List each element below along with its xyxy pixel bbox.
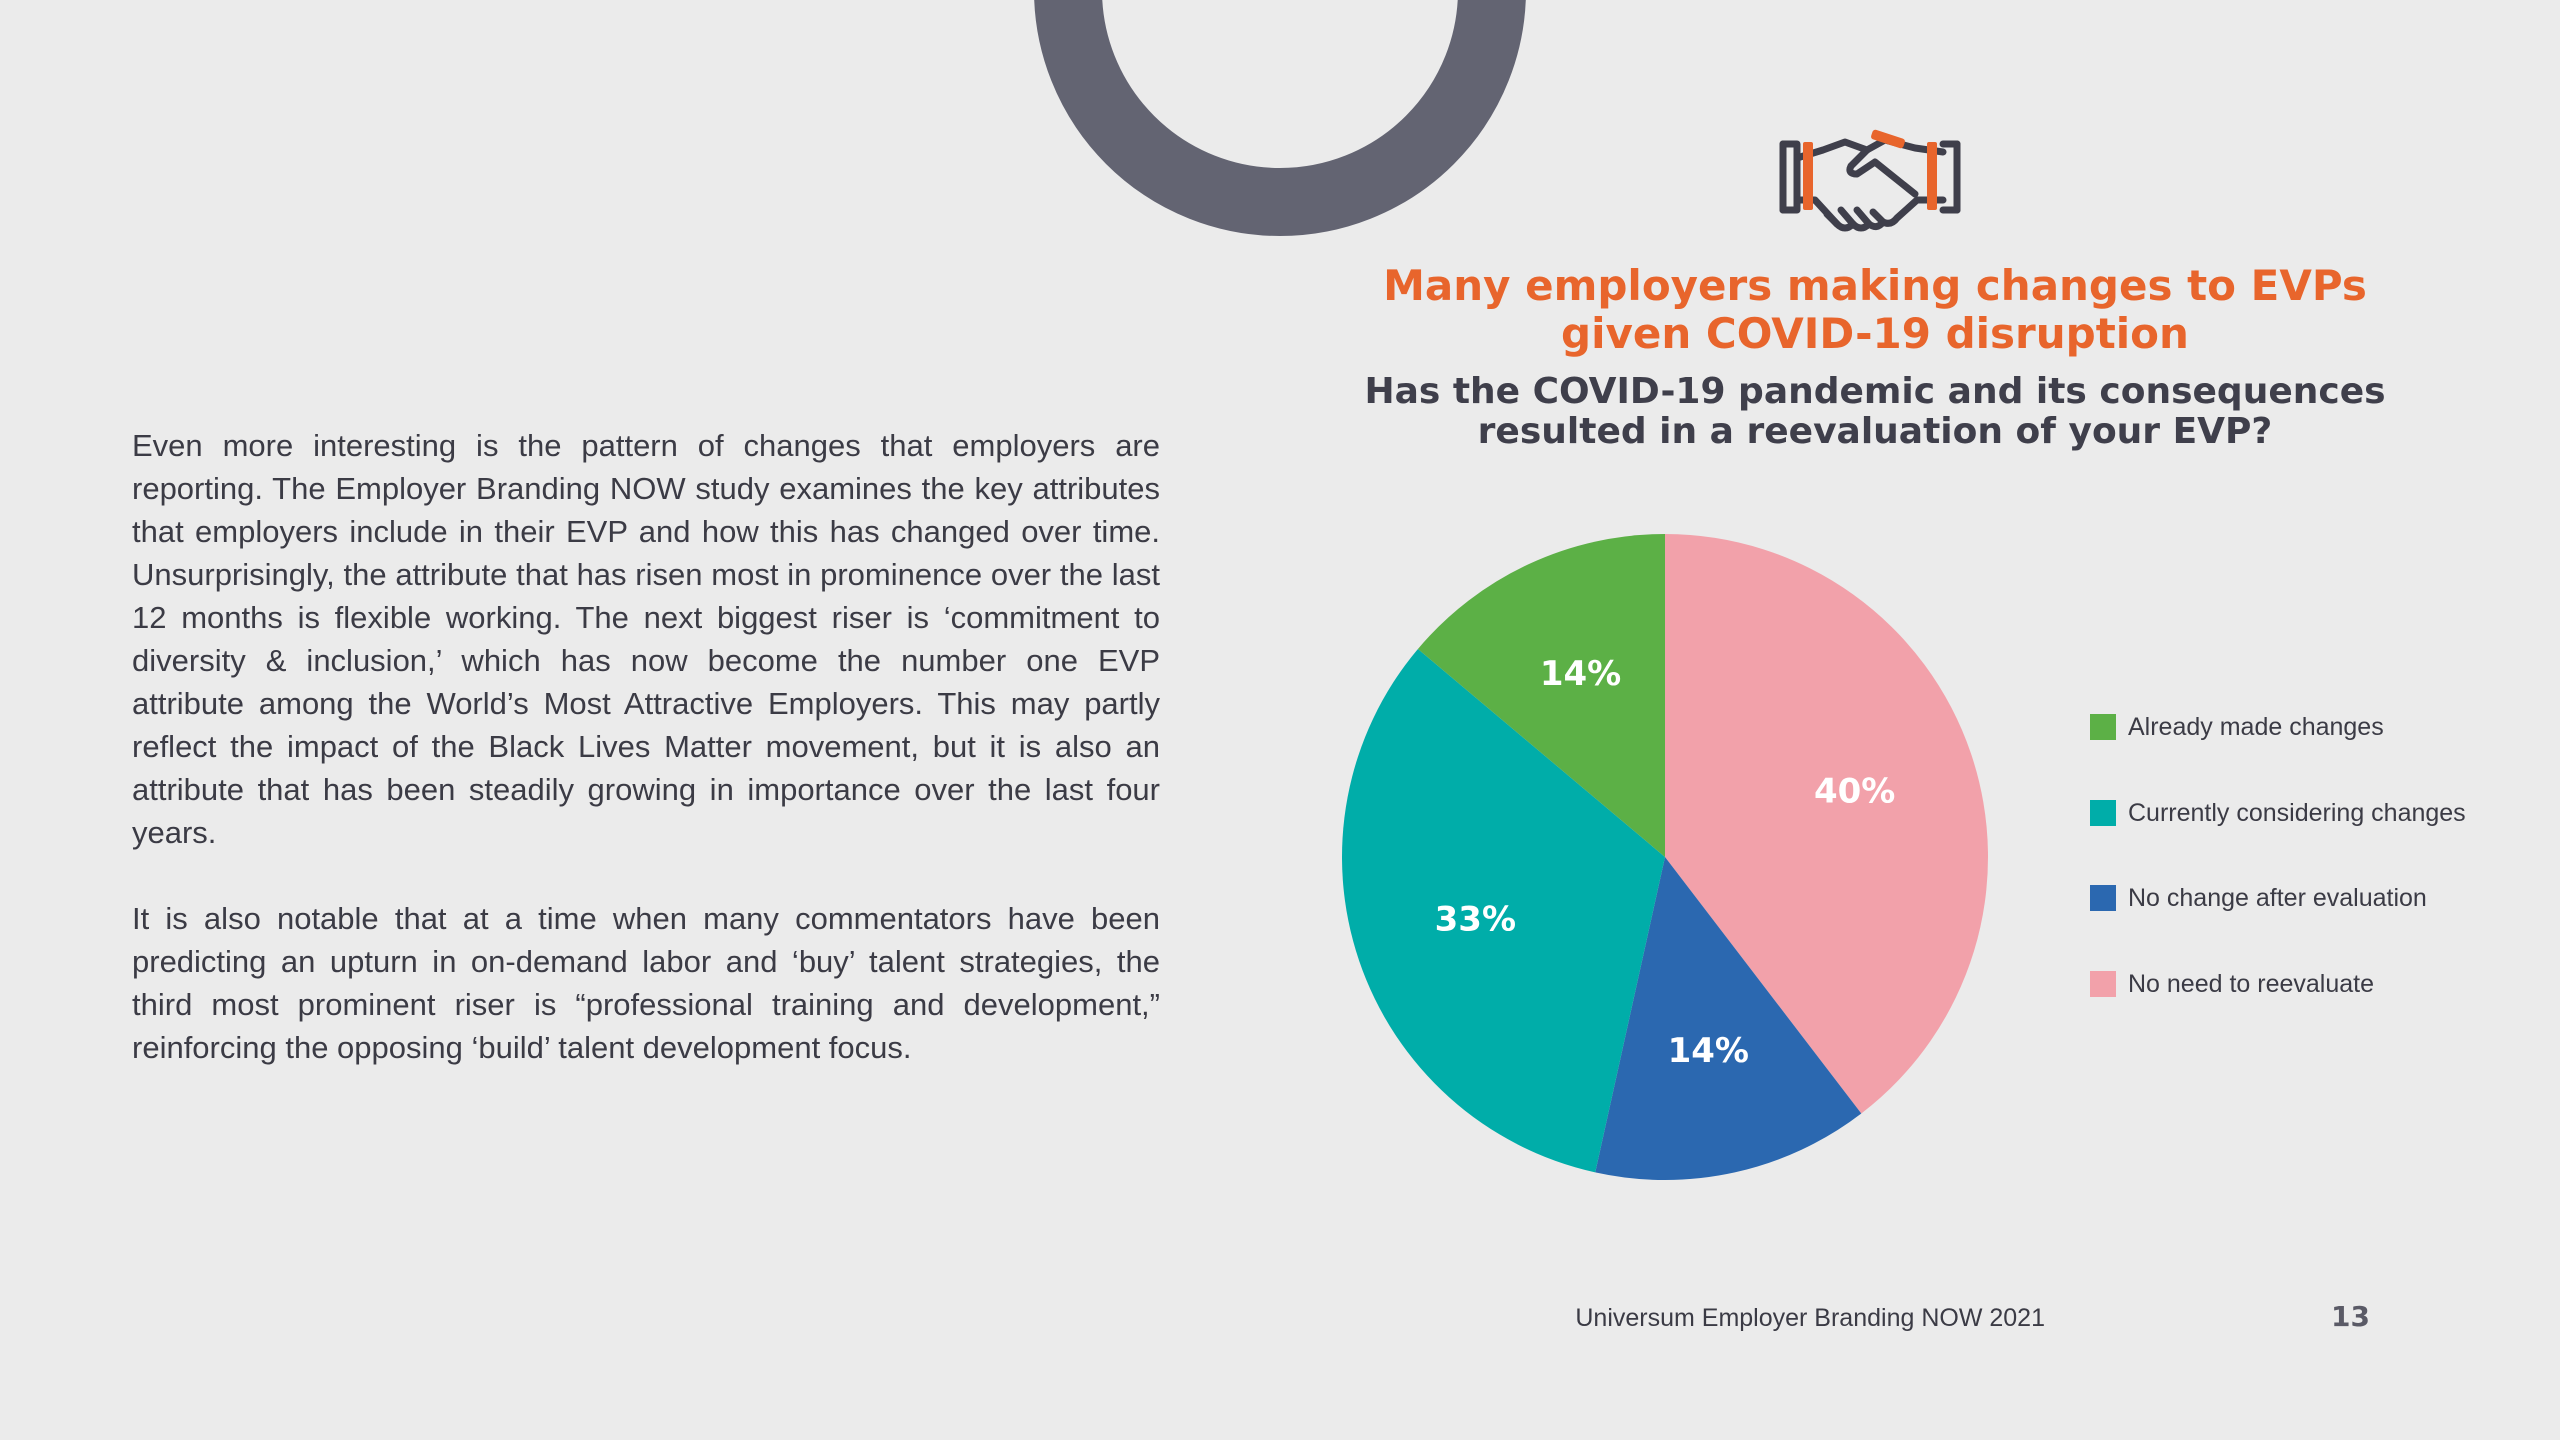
handshake-icon <box>1775 128 1965 248</box>
legend-item <box>2090 708 2466 794</box>
legend-item <box>2090 879 2466 965</box>
legend-swatch <box>2090 971 2116 997</box>
legend-item <box>2090 965 2466 1051</box>
chart-subtitle-line-1: Has the COVID-19 pandemic and its consequences <box>1364 371 2386 412</box>
body-paragraph-1: Even more interesting is the pattern of changes that employers are reporting. The Employer Branding NOW study examines the key attributes that employers include in their EVP and how this has changed over time. Unsurprisingly, the attribute that has risen most in prominence over the last 12 months is flexible working. The next biggest riser is ‘commitment to diversity & inclusion,’ which has now become the number one EVP attribute among the World’s Most Attractive Employers. This may partly reflect the impact of the Black Lives Matter movement, but it is also an attribute that has been steadily growing in importance over the last four years. <box>132 428 1160 850</box>
chart-title-line-1: Many employers making changes to EVPs <box>1383 261 2367 310</box>
page-number: 13 <box>2331 1300 2370 1333</box>
legend-label: No change after evaluation <box>2128 884 2427 912</box>
legend-swatch <box>2090 800 2116 826</box>
legend-label: Currently considering changes <box>2128 798 2466 827</box>
chart-subtitle <box>1300 372 2450 452</box>
legend-swatch <box>2090 714 2116 740</box>
pie-slice-label: 33% <box>1434 899 1517 940</box>
footer-text: Universum Employer Branding NOW 2021 <box>1575 1304 2045 1332</box>
legend-item <box>2090 794 2466 880</box>
legend-label: Already made changes <box>2128 713 2384 741</box>
chart-title-line-2: given COVID-19 disruption <box>1561 309 2189 358</box>
body-text <box>132 424 1160 1112</box>
pie-slice-label: 40% <box>1813 771 1896 812</box>
pie-slice-label: 14% <box>1539 653 1622 694</box>
pie-chart <box>1320 520 2020 1220</box>
legend-label: No need to reevaluate <box>2128 969 2375 998</box>
chart-legend <box>2090 708 2466 1050</box>
decorative-ring <box>0 0 2560 240</box>
body-paragraph-2: It is also notable that at a time when many commentators have been predicting an upturn in on-demand labor and ‘buy’ talent strategies, the third most prominent riser is “professional training and development,” reinforcing the opposing ‘build’ talent development focus. <box>132 901 1160 1065</box>
chart-title <box>1300 262 2450 358</box>
chart-subtitle-line-2: resulted in a reevaluation of your EVP? <box>1477 411 2273 452</box>
pie-slice-label: 14% <box>1667 1031 1749 1072</box>
legend-swatch <box>2090 885 2116 911</box>
